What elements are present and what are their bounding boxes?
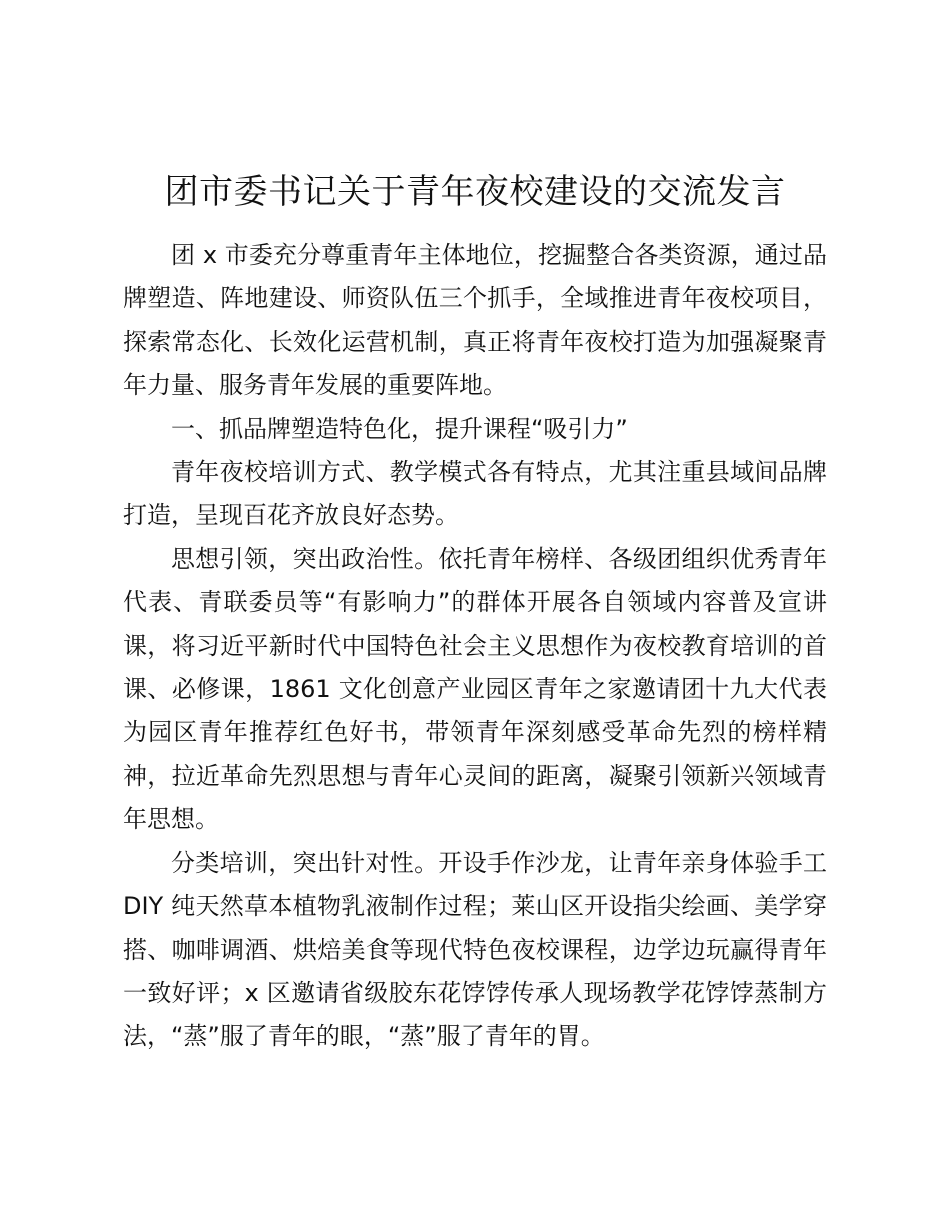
section-heading-1: 一、抓品牌塑造特色化，提升课程“吸引力” — [171, 414, 628, 443]
document-body — [123, 234, 827, 1059]
document-title: 团市委书记关于青年夜校建设的交流发言 — [164, 172, 786, 212]
classified-training-paragraph: 分类培训，突出针对性。开设手作沙龙，让青年亲身体验手工 DIY 纯天然草本植物乳液制作过程；莱山区开设指尖绘画、美学穿搭、咖啡调酒、烘焙美食等现代特色夜校课程，边学边玩赢得青年一致好评；x 区邀请省级胶东花饽饽传承人现场教学花饽饽蒸制方法，“蒸”服了青年的眼，“蒸”服了青年的胃。 — [123, 848, 827, 1051]
thought-guidance-paragraph: 思想引领，突出政治性。依托青年榜样、各级团组织优秀青年代表、青联委员等“有影响力”的群体开展各自领域内容普及宣讲课，将习近平新时代中国特色社会主义思想作为夜校教育培训的首课、必修课，1861 文化创意产业园区青年之家邀请团十九大代表为园区青年推荐红色好书，带领青年深刻感受革命先烈的榜样精神，拉近革命先烈思想与青年心灵间的距离，凝聚引领新兴领域青年思想。 — [123, 544, 827, 834]
intro-paragraph: 团 x 市委充分尊重青年主体地位，挖掘整合各类资源，通过品牌塑造、阵地建设、师资队伍三个抓手，全域推进青年夜校项目，探索常态化、长效化运营机制，真正将青年夜校打造为加强凝聚青年力量、服务青年发展的重要阵地。 — [123, 241, 827, 400]
section-1-intro-paragraph: 青年夜校培训方式、教学模式各有特点，尤其注重县域间品牌打造，呈现百花齐放良好态势。 — [123, 458, 827, 530]
